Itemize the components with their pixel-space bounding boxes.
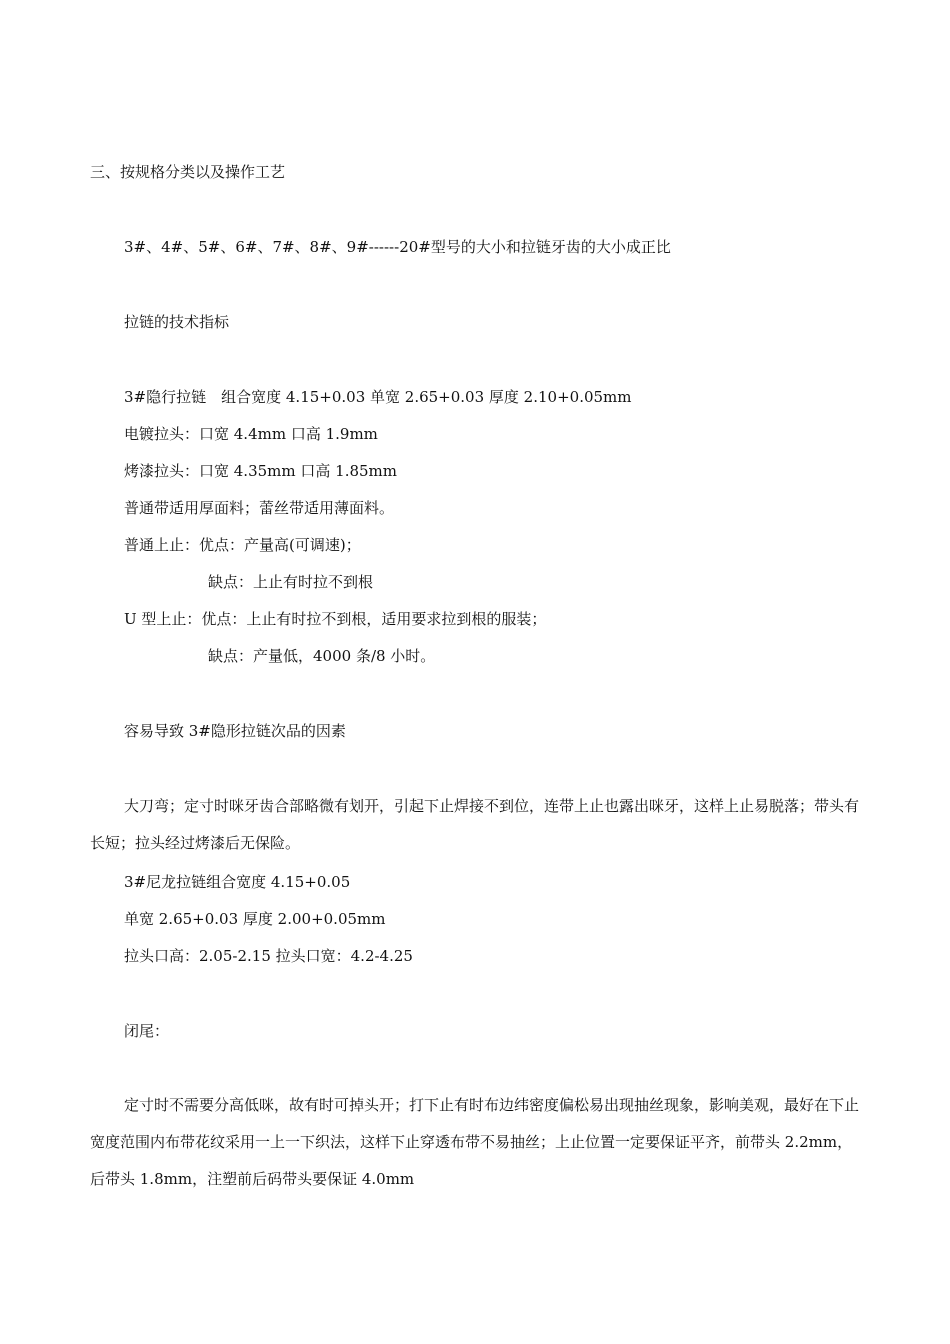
spec-line: 缺点：产量低，4000 条/8 小时。 (208, 647, 436, 665)
spec-heading: 拉链的技术指标 (124, 313, 230, 331)
spec-line: 烤漆拉头：口宽 4.35mm 口高 1.85mm (124, 462, 397, 480)
spec-line: 普通带适用厚面料；蕾丝带适用薄面料。 (124, 499, 395, 517)
spec-line: 缺点：上止有时拉不到根 (208, 573, 374, 591)
closed-paragraph: 定寸时不需要分高低咪，故有时可掉头开；打下止有时布边纬密度偏松易出现抽丝现象，影响美观，最好在下止宽度范围内布带花纹采用一上一下织法，这样下止穿透布带不易抽丝；上止位置一定要保证平齐，前带头 2.2mm，后带头 1.8mm，注塑前后码带头要保证 4.0mm (90, 1096, 860, 1188)
defect-heading: 容易导致 3#隐形拉链次品的因素 (124, 722, 346, 740)
defect-paragraph: 大刀弯；定寸时咪牙齿合部略微有划开，引起下止焊接不到位，连带上止也露出咪牙，这样上止易脱落；带头有长短；拉头经过烤漆后无保险。 (90, 797, 860, 852)
closed-heading: 闭尾： (124, 1022, 170, 1040)
spec-line: 电镀拉头：口宽 4.4mm 口高 1.9mm (124, 425, 378, 443)
intro-line: 3#、4#、5#、6#、7#、8#、9#------20#型号的大小和拉链牙齿的大小成正比 (124, 238, 671, 256)
spec-line: 3#隐行拉链 组合宽度 4.15+0.03 单宽 2.65+0.03 厚度 2.10+0.05mm (124, 388, 632, 406)
section-title: 三、按规格分类以及操作工艺 (90, 163, 286, 181)
nylon-line: 单宽 2.65+0.03 厚度 2.00+0.05mm (124, 910, 386, 928)
spec-line: 普通上止：优点：产量高(可调速)； (124, 536, 361, 554)
spec-line: U 型上止：优点：上止有时拉不到根，适用要求拉到根的服装； (124, 610, 547, 628)
nylon-line: 拉头口高：2.05-2.15 拉头口宽：4.2-4.25 (124, 947, 413, 965)
nylon-line: 3#尼龙拉链组合宽度 4.15+0.05 (124, 873, 351, 891)
